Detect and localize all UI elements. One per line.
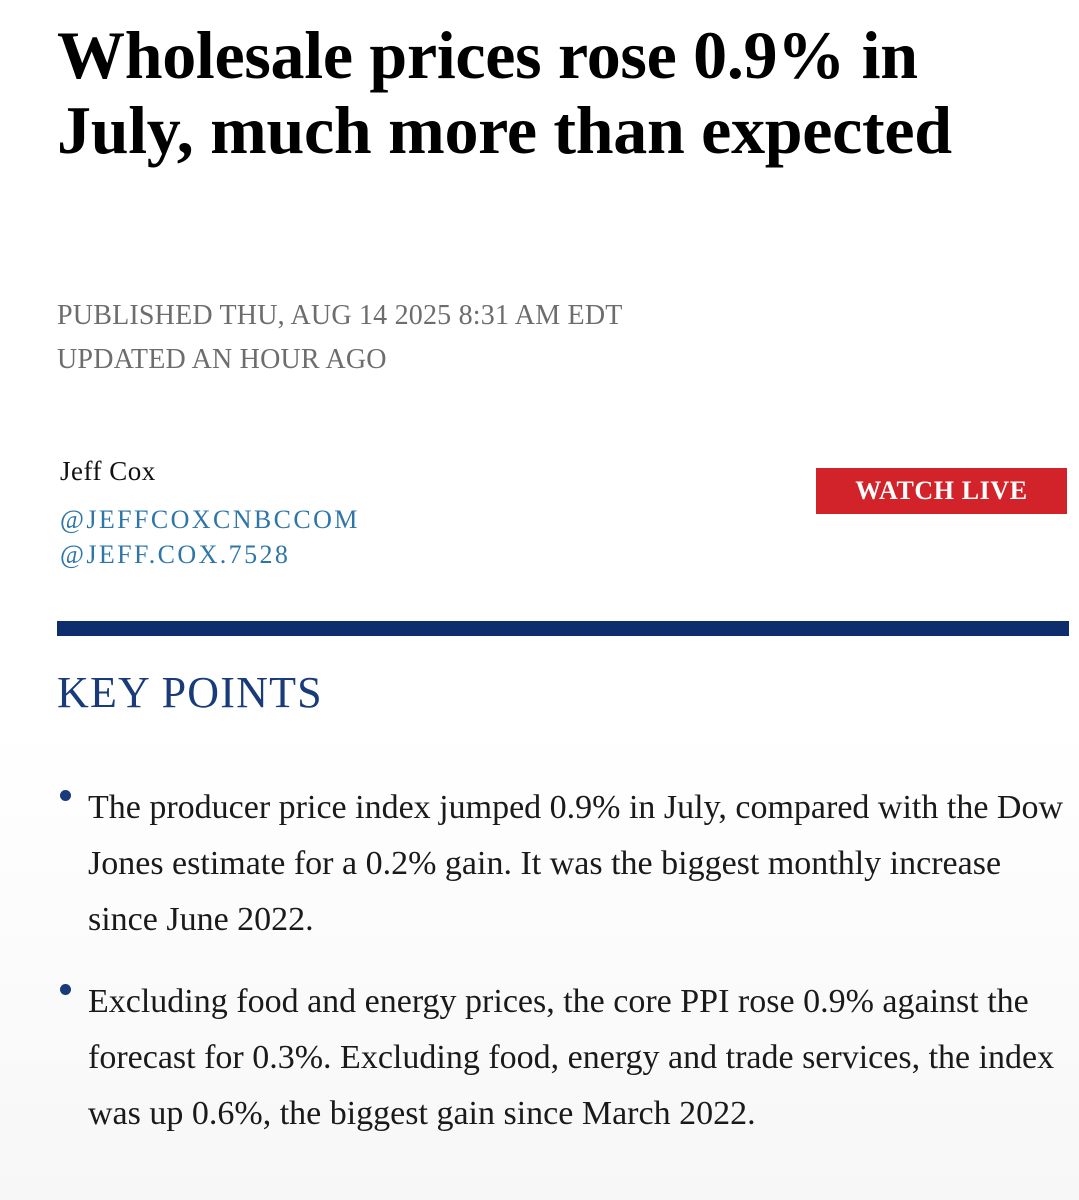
section-divider: [57, 621, 1069, 636]
key-point-text: Excluding food and energy prices, the core PPI rose 0.9% against the forecast for 0.3%. Excluding food, energy and trade services, the index was up 0.6%, the biggest gain since March 2022.: [88, 983, 1055, 1132]
published-timestamp: PUBLISHED THU, AUG 14 2025 8:31 AM EDT: [57, 300, 623, 331]
author-handle-link[interactable]: @JEFFCOXCNBCCOM: [60, 505, 360, 534]
bullet-icon: [60, 984, 71, 995]
bullet-icon: [60, 790, 71, 801]
key-point-text: The producer price index jumped 0.9% in July, compared with the Dow Jones estimate for a 0.2% gain. It was the biggest monthly increase since June 2022.: [88, 789, 1064, 938]
author-name[interactable]: Jeff Cox: [60, 456, 156, 486]
author-handle-link[interactable]: @JEFF.COX.7528: [60, 540, 291, 569]
watch-live-button[interactable]: WATCH LIVE: [816, 468, 1067, 514]
key-point-item: [57, 974, 1072, 1142]
key-point-item: [57, 780, 1072, 948]
article-headline: Wholesale prices rose 0.9% in July, much more than expected: [57, 17, 952, 168]
key-points-list: [57, 780, 1072, 1168]
key-points-heading: KEY POINTS: [57, 668, 323, 717]
updated-timestamp: UPDATED AN HOUR AGO: [57, 344, 387, 375]
